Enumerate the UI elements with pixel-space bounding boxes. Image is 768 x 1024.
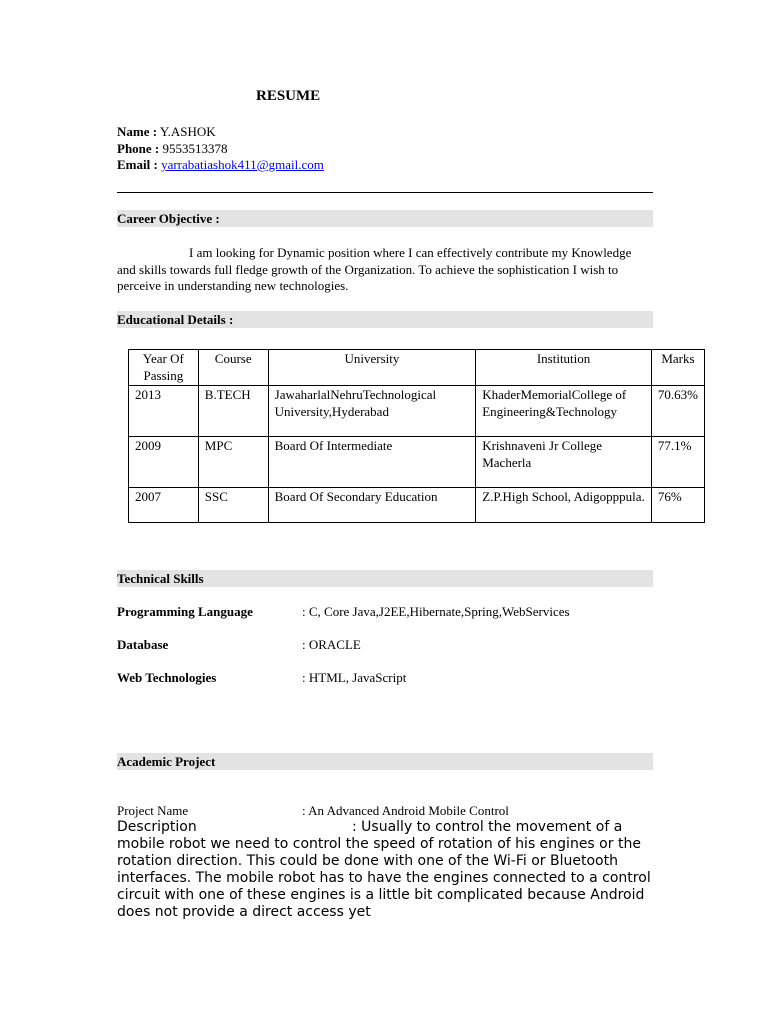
column-header: University	[268, 350, 476, 386]
table-cell: B.TECH	[198, 386, 268, 437]
table-cell: 2007	[129, 488, 199, 523]
skill-label: Database	[117, 637, 169, 652]
table-row	[129, 488, 705, 523]
separator: :	[152, 124, 158, 139]
column-header: Year Of Passing	[129, 350, 199, 386]
table-cell: Z.P.High School, Adigopppula.	[476, 488, 652, 523]
email-label: Email	[117, 157, 151, 172]
skill-value: : ORACLE	[302, 637, 361, 652]
column-header: Course	[198, 350, 268, 386]
table-cell: Krishnaveni Jr College Macherla	[476, 437, 652, 488]
skill-row	[117, 604, 253, 620]
name-value: Y.ASHOK	[159, 124, 216, 139]
skill-label: Web Technologies	[117, 670, 217, 685]
page-title: RESUME	[256, 88, 321, 104]
technical-skills-heading: Technical Skills	[117, 570, 653, 587]
academic-project-heading: Academic Project	[117, 753, 653, 770]
description-label: Description	[117, 819, 197, 835]
skill-row	[117, 637, 168, 653]
education-table	[128, 349, 705, 523]
skill-label: Programming Language	[117, 604, 253, 619]
email-link[interactable]: yarrabatiashok411@gmail.com	[161, 157, 324, 172]
table-cell: JawaharlalNehruTechnological University,Hyderabad	[268, 386, 476, 437]
phone-row	[117, 141, 324, 158]
table-cell: 70.63%	[651, 386, 704, 437]
table-cell: KhaderMemorialCollege of Engineering&Technology	[476, 386, 652, 437]
column-header: Marks	[651, 350, 704, 386]
career-objective-text: I am looking for Dynamic position where I can effectively contribute my Knowledge and skills towards full fledge growth of the Organization. To achieve the sophistication I wish to perceive in understanding new technologies.	[117, 245, 632, 293]
education-heading: Educational Details :	[117, 311, 653, 328]
table-header-row	[129, 350, 705, 386]
table-cell: 2013	[129, 386, 199, 437]
separator: :	[154, 140, 160, 156]
description-text: mobile robot we need to control the speed of rotation of his engines or the rotation direction. This could be done with one of the Wi-Fi or Bluetooth interfaces. The mobile robot has to have the engines connected to a control circuit with one of these engines is a little bit complicated because Android does not provide a direct access yet	[117, 836, 651, 920]
divider	[117, 192, 653, 193]
phone-value: 9553513378	[162, 140, 228, 156]
table-row	[129, 386, 705, 437]
career-objective-heading: Career Objective :	[117, 210, 653, 227]
skill-value: : HTML, JavaScript	[302, 670, 407, 685]
name-label: Name	[117, 124, 150, 139]
project-name-label: Project Name	[117, 803, 189, 818]
separator: :	[153, 157, 158, 172]
skill-value: : C, Core Java,J2EE,Hibernate,Spring,WebServices	[302, 604, 570, 619]
table-cell: SSC	[198, 488, 268, 523]
contact-block	[117, 124, 324, 174]
table-cell: 76%	[651, 488, 704, 523]
table-cell: 77.1%	[651, 437, 704, 488]
name-row	[117, 124, 324, 141]
email-row	[117, 157, 324, 174]
table-cell: 2009	[129, 437, 199, 488]
column-header: Institution	[476, 350, 652, 386]
skill-row	[117, 670, 216, 686]
description-first-line: : Usually to control the movement of a	[352, 819, 623, 835]
table-cell: MPC	[198, 437, 268, 488]
phone-label: Phone	[117, 140, 152, 156]
project-name-value: : An Advanced Android Mobile Control	[302, 803, 509, 818]
table-cell: Board Of Intermediate	[268, 437, 476, 488]
table-cell: Board Of Secondary Education	[268, 488, 476, 523]
table-row	[129, 437, 705, 488]
